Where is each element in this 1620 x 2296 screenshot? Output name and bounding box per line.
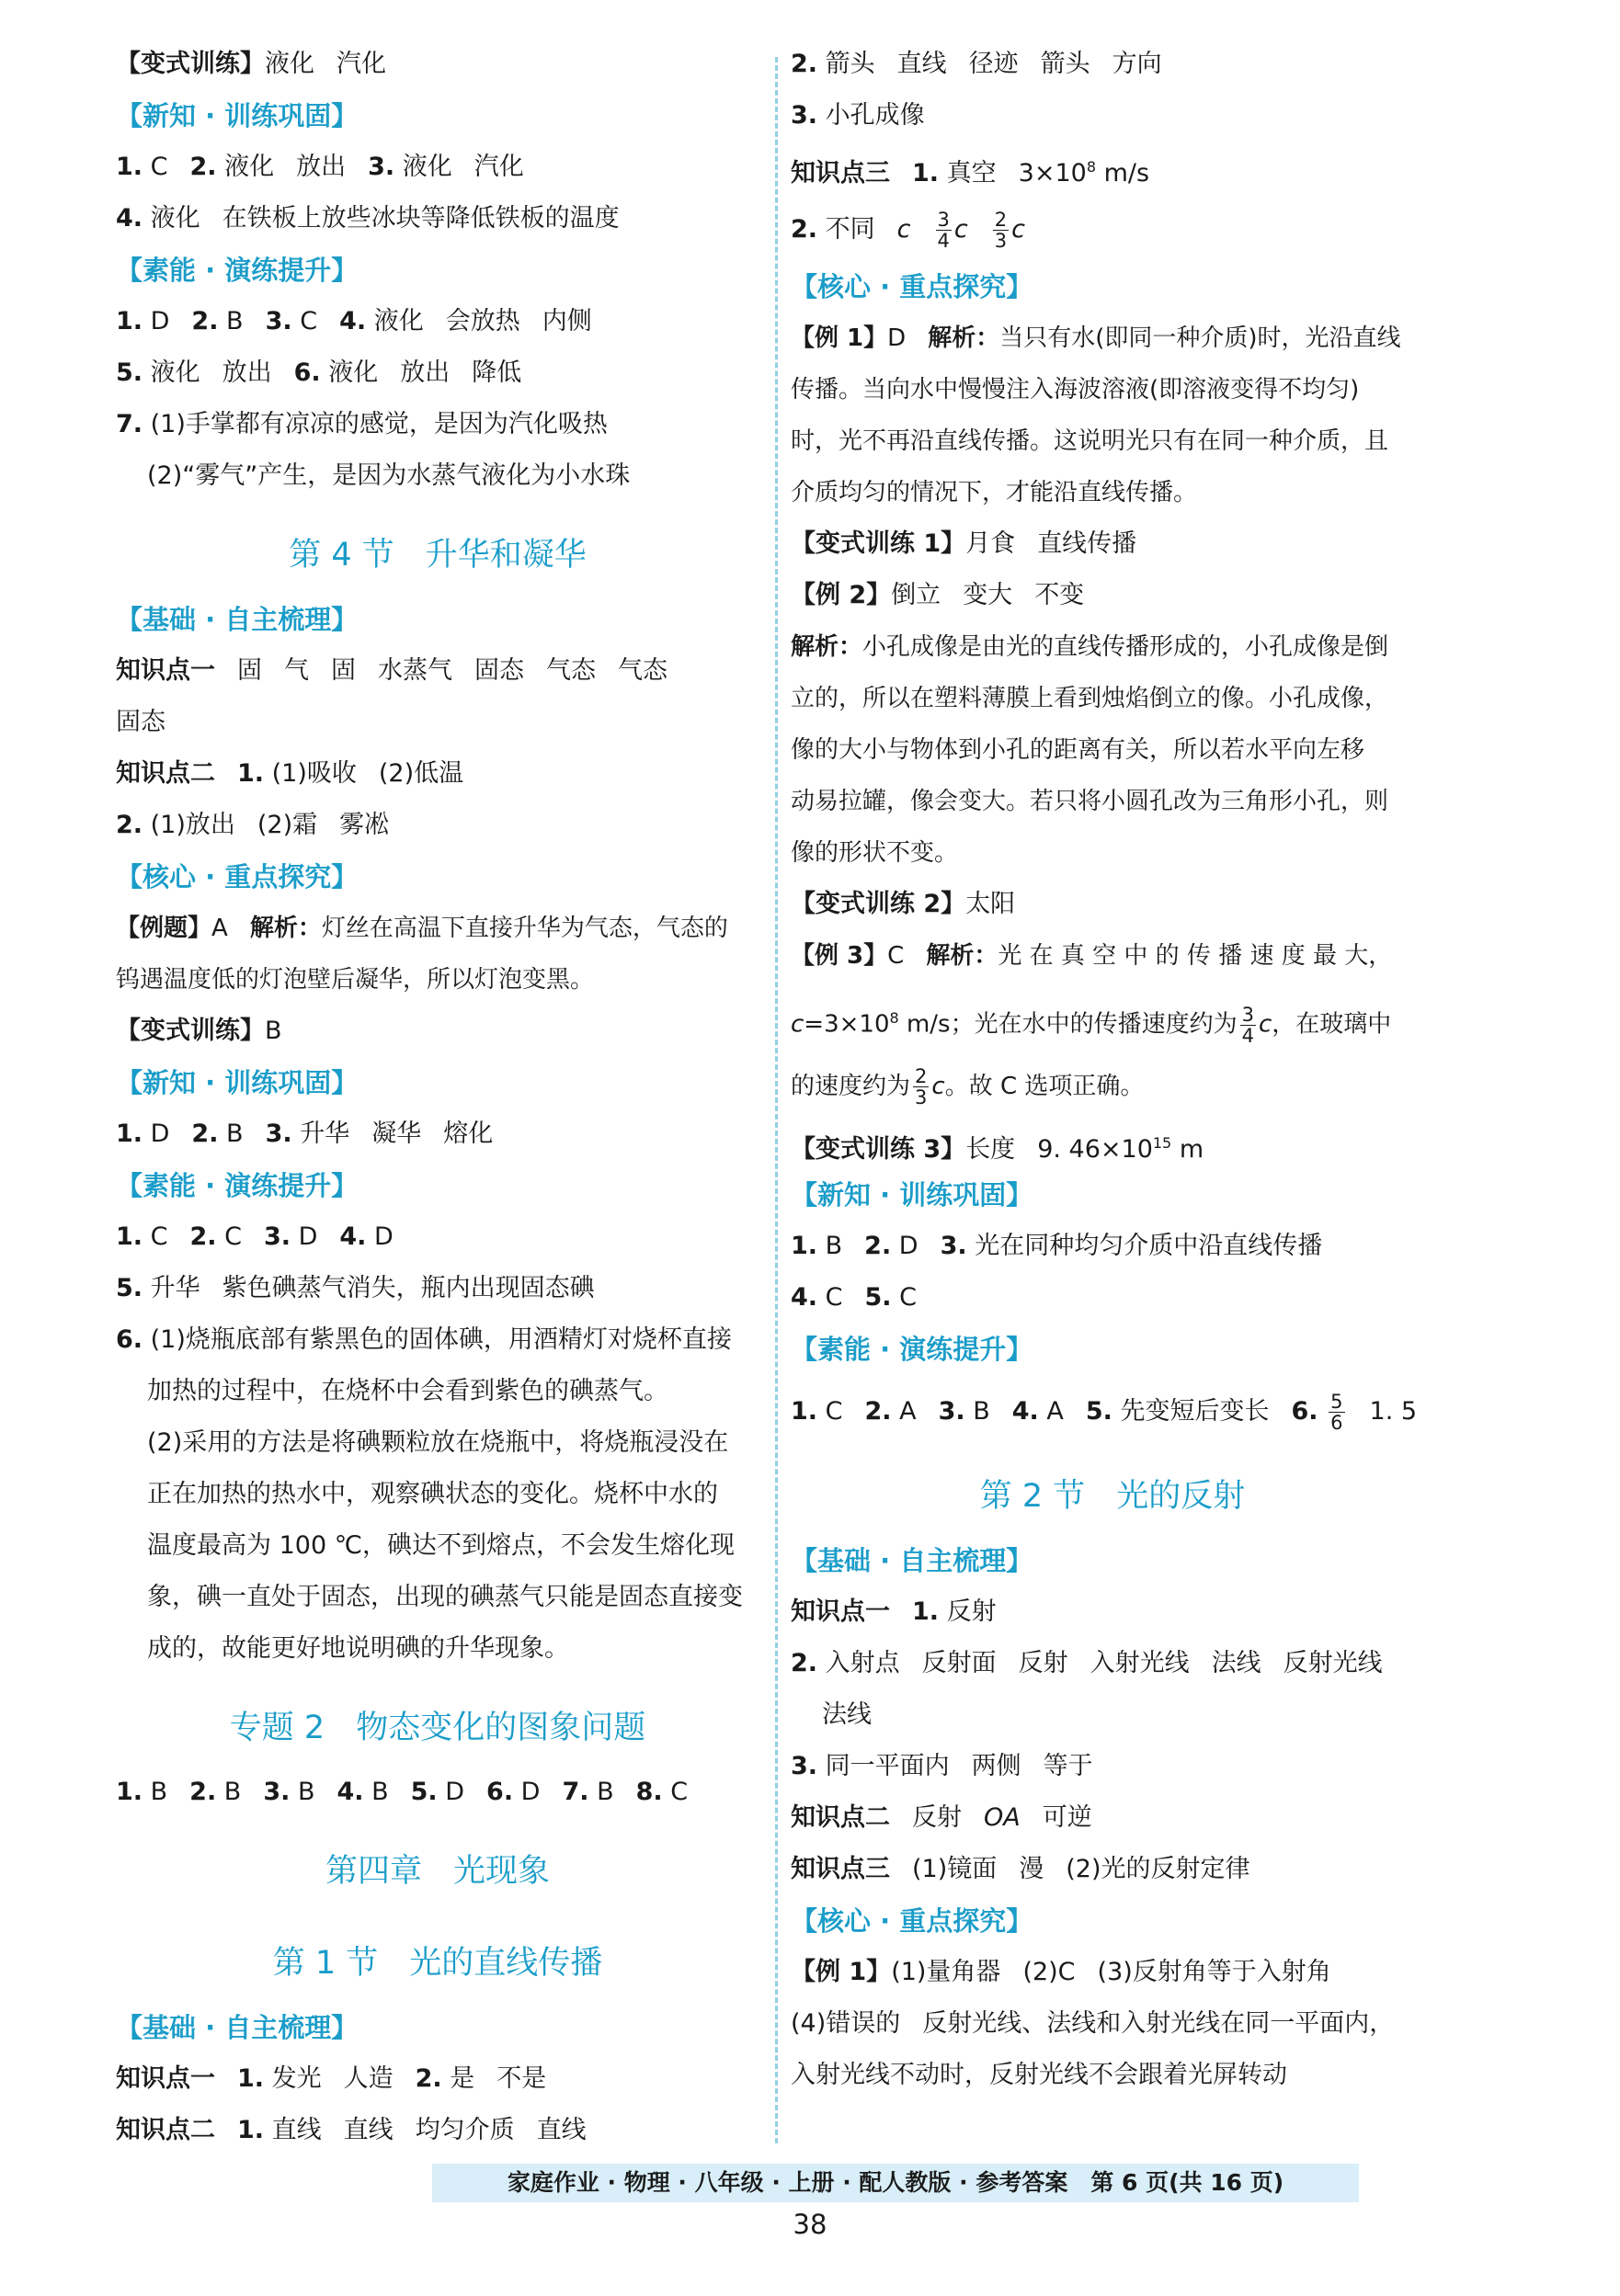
answer-line: 2. 入射点 反射面 反射 入射光线 法线 反射光线: [791, 1649, 1383, 1677]
answer-line: 知识点三 1. 真空 $3\times 10^8$ m/s: [791, 158, 1150, 188]
answer-line: 立的，所以在塑料薄膜上看到烛焰倒立的像。小孔成像，: [791, 685, 1389, 712]
answer-line: 法线: [822, 1700, 872, 1729]
answer-line: 【例 1】D 解析：当只有水(即同一种介质)时，光沿直线: [791, 324, 1401, 352]
answer-line: 【例 1】(1)量角器 (2)C (3)反射角等于入射角: [791, 1958, 1331, 1986]
chapter-title: 第 1 节 光的直线传播: [272, 1945, 603, 1982]
answer-line: 像的大小与物体到小孔的距离有关，所以若水平向左移: [791, 736, 1365, 764]
answer-line: 钨遇温度低的灯泡壁后凝华，所以灯泡变黑。: [116, 966, 595, 994]
answer-line: 2. (1)放出 (2)霜 雾凇: [116, 811, 390, 839]
answer-line: 4. C 5. C: [791, 1283, 917, 1312]
answer-line: 传播。当向水中慢慢注入海波溶液(即溶液变得不均匀): [791, 376, 1360, 404]
section-heading: 【新知 · 训练巩固】: [116, 1067, 359, 1098]
answer-line: 温度最高为 100 ℃，碘达不到熔点，不会发生熔化现: [147, 1531, 736, 1560]
answer-line: 像的形状不变。: [791, 839, 959, 867]
chapter-title: 第 4 节 升华和凝华: [289, 537, 587, 574]
answer-line: (2)采用的方法是将碘颗粒放在烧瓶中，将烧瓶浸没在: [147, 1428, 729, 1457]
section-heading: 【新知 · 训练巩固】: [116, 100, 359, 131]
page-number: 38: [793, 2209, 827, 2240]
section-heading: 【基础 · 自主梳理】: [116, 2012, 359, 2043]
left-column: [116, 46, 759, 2164]
chapter-title: 专题 2 物态变化的图象问题: [229, 1710, 646, 1746]
section-heading: 【基础 · 自主梳理】: [116, 604, 359, 635]
answer-line: 正在加热的热水中，观察碘状态的变化。烧杯中水的: [147, 1480, 718, 1508]
answer-line: 1. C 2. A 3. B 4. A 5. 先变短后变长 6. $\frac{5}{6}$ 1. 5: [791, 1391, 1418, 1434]
answer-line: 6. (1)烧瓶底部有紫黑色的固体碘，用酒精灯对烧杯直接: [116, 1325, 732, 1354]
column-divider: [775, 57, 778, 2143]
answer-line: (4)错误的 反射光线、法线和入射光线在同一平面内，: [791, 2009, 1395, 2038]
chapter-title: 第四章 光现象: [325, 1853, 551, 1890]
answer-line: 解析：小孔成像是由光的直线传播形成的，小孔成像是倒: [791, 633, 1389, 661]
section-heading: 【核心 · 重点探究】: [116, 861, 359, 892]
right-column: [791, 46, 1434, 2108]
answer-line: 时，光不再沿直线传播。这说明光只有在同一种介质，且: [791, 427, 1389, 455]
answer-line: 入射光线不动时，反射光线不会跟着光屏转动: [791, 2061, 1287, 2089]
answer-line: $c=3\times 10^8$ m/s；光在水中的传播速度约为 $\frac{3}{4}$ c，在玻璃中: [791, 1003, 1392, 1047]
answer-line: 1. B 2. D 3. 光在同种均匀介质中沿直线传播: [791, 1232, 1323, 1260]
section-heading: 【核心 · 重点探究】: [791, 271, 1033, 302]
answer-line: 知识点一 1. 发光 人造 2. 是 不是: [116, 2064, 547, 2093]
answer-line: 1. B 2. B 3. B 4. B 5. D 6. D 7. B 8. C: [116, 1778, 689, 1806]
section-heading: 【素能 · 演练提升】: [116, 255, 359, 286]
answer-line: 1. D 2. B 3. 升华 凝华 熔化: [116, 1120, 494, 1148]
answer-line: 【变式训练 2】太阳: [791, 890, 1016, 918]
answer-line: 知识点一 固 气 固 水蒸气 固态 气态 气态: [116, 656, 667, 685]
section-heading: 【素能 · 演练提升】: [116, 1170, 359, 1201]
answer-line: 知识点二 反射 OA 可逆: [791, 1803, 1092, 1832]
answer-line: 1. C 2. C 3. D 4. D: [116, 1222, 394, 1251]
answer-line: 4. 液化 在铁板上放些冰块等降低铁板的温度: [116, 204, 620, 233]
answer-line: 介质均匀的情况下，才能沿直线传播。: [791, 479, 1198, 506]
answer-line: 3. 小孔成像: [791, 101, 925, 130]
answer-line: 【例 3】C 解析：光 在 真 空 中 的 传 播 速 度 最 大，: [791, 942, 1393, 970]
answer-line: 5. 升华 紫色碘蒸气消失，瓶内出现固态碘: [116, 1274, 595, 1302]
answer-line: 7. (1)手掌都有凉凉的感觉，是因为汽化吸热: [116, 410, 608, 438]
answer-line: 2. 不同 c $\frac{3}{4}$ c $\frac{2}{3}$ c: [791, 209, 1025, 252]
answer-line: 知识点二 1. (1)吸收 (2)低温: [116, 759, 464, 788]
answer-line: 知识点一 1. 反射: [791, 1597, 997, 1626]
footer-banner: 家庭作业 · 物理 · 八年级 · 上册 · 配人教版 · 参考答案 第 6 页(共 16 页): [432, 2164, 1359, 2202]
section-heading: 【新知 · 训练巩固】: [791, 1179, 1033, 1211]
section-heading: 【核心 · 重点探究】: [791, 1905, 1033, 1937]
answer-line: 【变式训练 1】月食 直线传播: [791, 529, 1137, 558]
answer-line: 1. D 2. B 3. C 4. 液化 会放热 内侧: [116, 307, 592, 335]
answer-line: 5. 液化 放出 6. 液化 放出 降低: [116, 358, 522, 387]
answer-line: 的速度约为 $\frac{2}{3}$ c。故 C 选项正确。: [791, 1065, 1145, 1108]
answer-line: (2)“雾气”产生，是因为水蒸气液化为小水珠: [147, 461, 631, 490]
answer-line: 知识点二 1. 直线 直线 均匀介质 直线: [116, 2116, 587, 2144]
answer-line: 加热的过程中，在烧杯中会看到紫色的碘蒸气。: [147, 1377, 668, 1405]
answer-line: 象，碘一直处于固态，出现的碘蒸气只能是固态直接变: [147, 1583, 743, 1611]
answer-line: 【变式训练】B: [116, 1017, 282, 1045]
answer-line: 动易拉罐，像会变大。若只将小圆孔改为三角形小孔，则: [791, 788, 1389, 815]
answer-line: 成的，故能更好地说明碘的升华现象。: [147, 1634, 569, 1663]
answer-line: 3. 同一平面内 两侧 等于: [791, 1752, 1093, 1780]
chapter-title: 第 2 节 光的反射: [979, 1478, 1246, 1515]
section-heading: 【基础 · 自主梳理】: [791, 1545, 1033, 1576]
answer-line: 【例 2】倒立 变大 不变: [791, 581, 1085, 609]
answer-line: 2. 箭头 直线 径迹 箭头 方向: [791, 50, 1162, 78]
answer-line: 【例题】A 解析：灯丝在高温下直接升华为气态，气态的: [116, 915, 728, 942]
answer-line: 【变式训练】液化 汽化: [116, 50, 386, 78]
answer-line: 知识点三 (1)镜面 漫 (2)光的反射定律: [791, 1855, 1250, 1883]
section-heading: 【素能 · 演练提升】: [791, 1334, 1033, 1365]
answer-line: 固态: [116, 708, 165, 736]
answer-line: 1. C 2. 液化 放出 3. 液化 汽化: [116, 153, 524, 181]
answer-line: 【变式训练 3】长度 9. $46\times 10^{15}$ m: [791, 1134, 1204, 1164]
